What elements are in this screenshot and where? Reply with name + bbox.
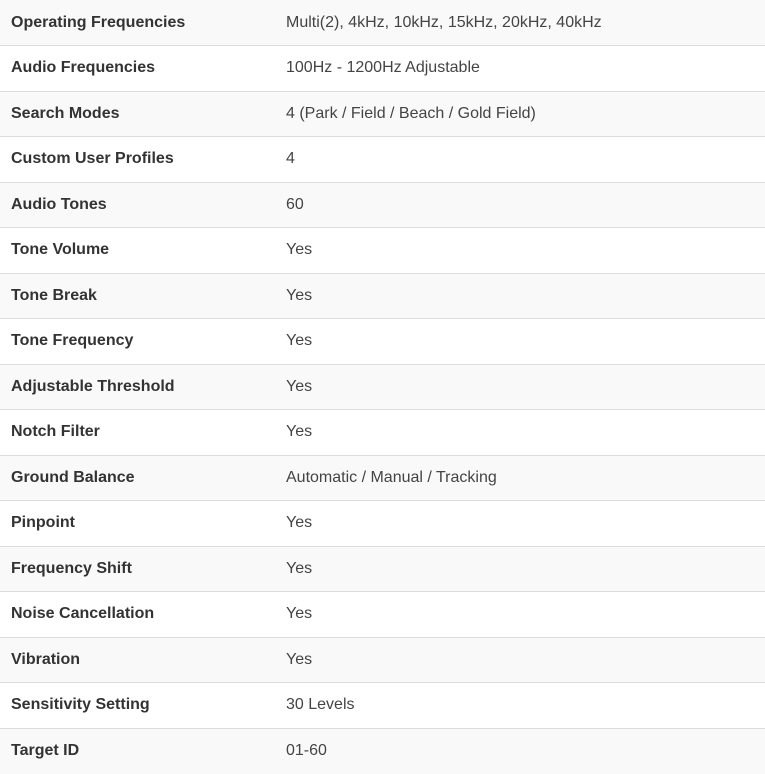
- spec-name: Vibration: [0, 637, 274, 683]
- table-row: [0, 137, 765, 183]
- spec-name: Custom User Profiles: [0, 137, 274, 183]
- spec-value: 60: [274, 182, 765, 228]
- table-row: [0, 0, 765, 46]
- table-row: [0, 455, 765, 501]
- table-row: [0, 592, 765, 638]
- spec-value: 4 (Park / Field / Beach / Gold Field): [274, 91, 765, 137]
- table-row: [0, 546, 765, 592]
- spec-name: Target ID: [0, 728, 274, 774]
- spec-value: Yes: [274, 501, 765, 547]
- table-row: [0, 410, 765, 456]
- spec-value: 30 Levels: [274, 683, 765, 729]
- table-row: [0, 182, 765, 228]
- table-row: [0, 637, 765, 683]
- table-row: [0, 46, 765, 92]
- spec-value: Automatic / Manual / Tracking: [274, 455, 765, 501]
- spec-name: Sensitivity Setting: [0, 683, 274, 729]
- spec-value: Yes: [274, 364, 765, 410]
- spec-value: Yes: [274, 592, 765, 638]
- spec-value: Yes: [274, 637, 765, 683]
- table-row: [0, 273, 765, 319]
- table-row: [0, 319, 765, 365]
- table-row: [0, 501, 765, 547]
- table-row: [0, 683, 765, 729]
- table-row: [0, 364, 765, 410]
- table-row: [0, 728, 765, 774]
- spec-value: Yes: [274, 228, 765, 274]
- spec-name: Noise Cancellation: [0, 592, 274, 638]
- spec-value: Yes: [274, 273, 765, 319]
- spec-value: Yes: [274, 546, 765, 592]
- spec-name: Tone Volume: [0, 228, 274, 274]
- spec-name: Operating Frequencies: [11, 13, 186, 31]
- spec-value: 4: [274, 137, 765, 183]
- spec-value: Yes: [274, 410, 765, 456]
- spec-name: Audio Tones: [0, 182, 274, 228]
- spec-name: Pinpoint: [0, 501, 274, 547]
- spec-name: Tone Break: [0, 273, 274, 319]
- spec-name: Tone Frequency: [0, 319, 274, 365]
- spec-value: Multi(2), 4kHz, 10kHz, 15kHz, 20kHz, 40kHz: [286, 13, 602, 31]
- table-row: [0, 91, 765, 137]
- spec-value: 100Hz - 1200Hz Adjustable: [274, 46, 765, 92]
- spec-name: Audio Frequencies: [0, 46, 274, 92]
- spec-name: Search Modes: [0, 91, 274, 137]
- spec-value: 01-60: [274, 728, 765, 774]
- spec-name: Frequency Shift: [0, 546, 274, 592]
- spec-name: Notch Filter: [0, 410, 274, 456]
- table-row: [0, 228, 765, 274]
- spec-value: Yes: [274, 319, 765, 365]
- spec-name: Ground Balance: [0, 455, 274, 501]
- spec-name: Adjustable Threshold: [0, 364, 274, 410]
